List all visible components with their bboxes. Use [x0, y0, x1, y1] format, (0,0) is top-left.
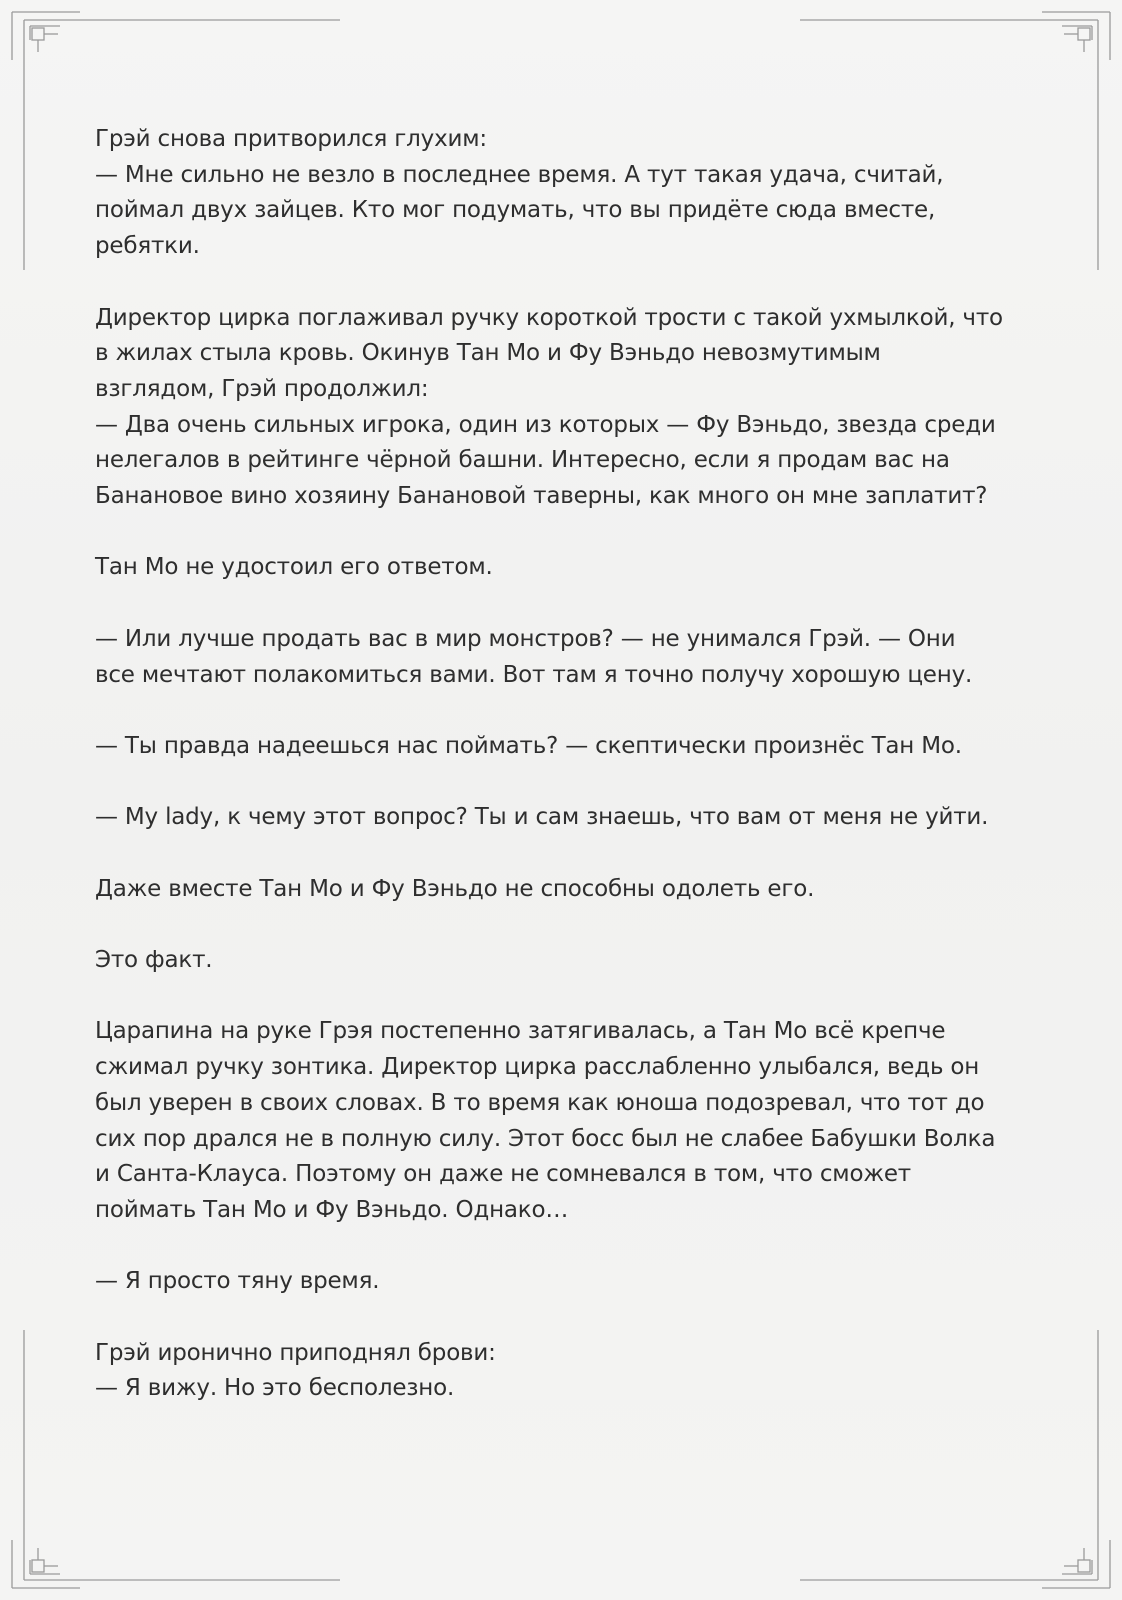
text-line: все мечтают полакомиться вами. Вот там я точно получу хорошую цену. — [95, 661, 973, 688]
text-line: поймал двух зайцев. Кто мог подумать, что вы придёте сюда вместе, — [95, 197, 936, 224]
text-line: — Я просто тяну время. — [95, 1268, 380, 1295]
text-line: сжимал ручку зонтика. Директор цирка расслабленно улыбался, ведь он — [95, 1054, 980, 1081]
text-line: — My lady, к чему этот вопрос? Ты и сам знаешь, что вам от меня не уйти. — [95, 804, 989, 831]
text-line: взглядом, Грэй продолжил: — [95, 375, 429, 402]
story-text — [95, 122, 1035, 1443]
text-line: — Или лучше продать вас в мир монстров? — не унимался Грэй. — Они — [95, 625, 956, 652]
text-line: сих пор дрался не в полную силу. Этот босс был не слабее Бабушки Волка — [95, 1125, 996, 1152]
paragraph — [95, 301, 1035, 515]
paragraph — [95, 800, 1035, 836]
paragraph — [95, 872, 1035, 908]
text-line: Это факт. — [95, 947, 213, 974]
paragraph — [95, 122, 1035, 265]
text-line: Грэй снова притворился глухим: — [95, 126, 487, 152]
paragraph — [95, 1264, 1035, 1300]
text-line: и Санта-Клауса. Поэтому он даже не сомневался в том, что сможет — [95, 1161, 911, 1188]
text-line: — Ты правда надеешься нас поймать? — скептически произнёс Тан Мо. — [95, 732, 962, 759]
paragraph — [95, 729, 1035, 765]
paragraph — [95, 1014, 1035, 1228]
text-line: Даже вместе Тан Мо и Фу Вэньдо не способны одолеть его. — [95, 875, 815, 902]
text-line: Директор цирка поглаживал ручку короткой трости с такой ухмылкой, что — [95, 304, 1003, 331]
paragraph — [95, 550, 1035, 586]
text-line: — Мне сильно не везло в последнее время. А тут такая удача, считай, — [95, 161, 944, 188]
text-line: был уверен в своих словах. В то время как юноша подозревал, что тот до — [95, 1089, 985, 1116]
text-line: поймать Тан Мо и Фу Вэньдо. Однако… — [95, 1196, 569, 1223]
text-line: ребятки. — [95, 233, 200, 260]
paragraph — [95, 943, 1035, 979]
text-line: в жилах стыла кровь. Окинув Тан Мо и Фу Вэньдо невозмутимым — [95, 340, 881, 367]
text-line: нелегалов в рейтинге чёрной башни. Интересно, если я продам вас на — [95, 447, 950, 474]
paragraph — [95, 1336, 1035, 1407]
text-line: Тан Мо не удостоил его ответом. — [95, 554, 493, 581]
text-line: — Я вижу. Но это бесполезно. — [95, 1375, 455, 1402]
text-line: Грэй иронично приподнял брови: — [95, 1339, 496, 1366]
paragraph — [95, 622, 1035, 693]
text-line: — Два очень сильных игрока, один из которых — Фу Вэньдо, звезда среди — [95, 411, 996, 438]
text-line: Царапина на руке Грэя постепенно затягивалась, а Тан Мо всё крепче — [95, 1018, 946, 1045]
text-line: Банановое вино хозяину Банановой таверны, как много он мне заплатит? — [95, 483, 988, 510]
